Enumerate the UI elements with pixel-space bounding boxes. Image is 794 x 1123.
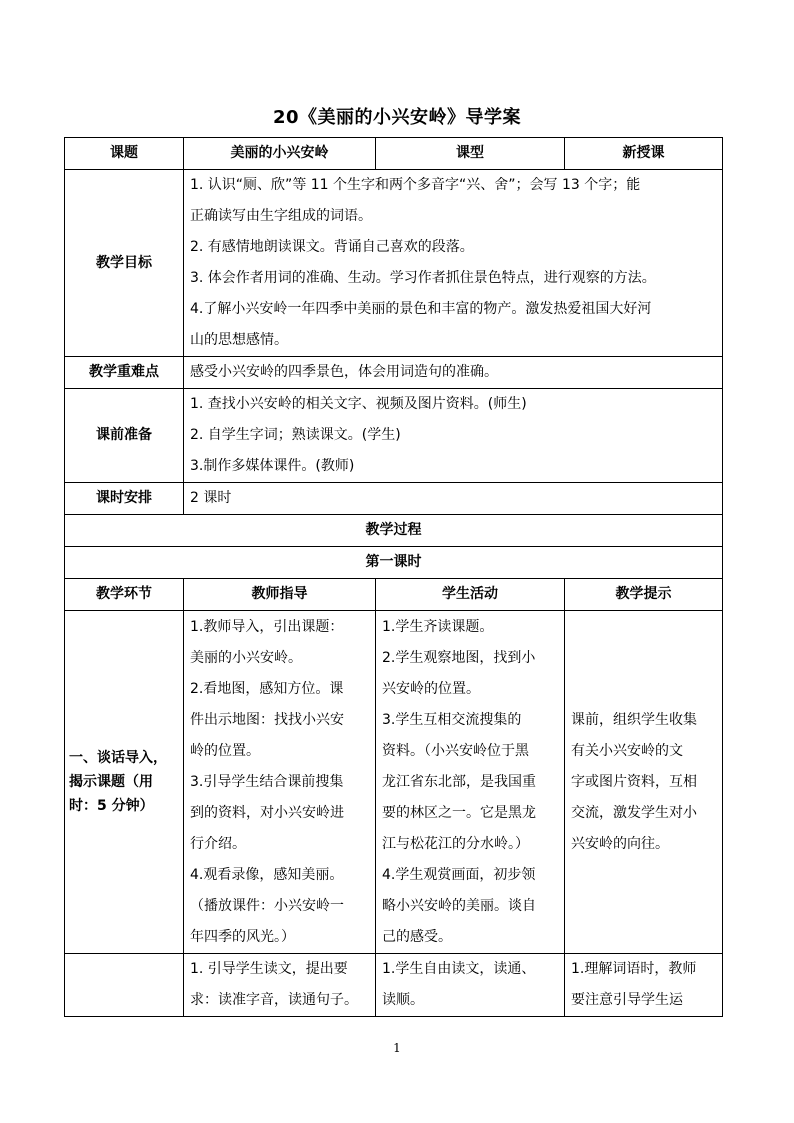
goal-line: 4.了解小兴安岭一年四季中美丽的景色和丰富的物产。激发热爱祖国大好河 — [190, 301, 652, 317]
goals-row — [65, 170, 723, 357]
tips-line: 课前，组织学生收集 — [571, 711, 697, 728]
tips-line: 1.理解词语时，教师 — [571, 961, 697, 977]
teacher-line: 4.观看录像，感知美丽。 — [190, 866, 344, 883]
teacher-line: 求：读准字音，读通句子。 — [190, 992, 358, 1008]
goals-label: 教学目标 — [65, 170, 184, 357]
process-columns-row — [65, 579, 723, 611]
student-line: 龙江省东北部，是我国重 — [382, 773, 536, 790]
goal-line: 3. 体会作者用词的准确、生动。学习作者抓住景色特点，进行观察的方法。 — [190, 270, 656, 286]
goal-line: 正确读写由生字组成的词语。 — [190, 208, 372, 224]
page-number: 1 — [393, 1041, 401, 1055]
schedule-value: 2 课时 — [184, 483, 723, 515]
student-cell — [376, 611, 565, 954]
column-header-tips: 教学提示 — [565, 579, 723, 611]
preparation-content — [184, 389, 723, 483]
tips-cell — [565, 954, 723, 1017]
key-points-value: 感受小兴安岭的四季景色，体会用词造句的准确。 — [184, 357, 723, 389]
student-line: 略小兴安岭的美丽。谈自 — [382, 897, 536, 914]
table-row — [65, 954, 723, 1017]
key-points-row — [65, 357, 723, 389]
student-line: 3.学生互相交流搜集的 — [382, 711, 522, 728]
preparation-label: 课前准备 — [65, 389, 184, 483]
preparation-row — [65, 389, 723, 483]
teacher-line: 1.教师导入，引出课题： — [190, 618, 344, 635]
document-title: 20《美丽的小兴安岭》导学案 — [272, 107, 522, 128]
stage-cell — [65, 611, 184, 954]
teacher-line: （播放课件：小兴安岭一 — [190, 897, 344, 914]
tips-line: 交流，激发学生对小 — [571, 804, 697, 821]
student-line: 2.学生观察地图，找到小 — [382, 649, 536, 666]
student-line: 江与松花江的分水岭。） — [382, 835, 529, 852]
lesson-plan-table — [64, 137, 723, 1017]
lesson-row — [65, 547, 723, 579]
teacher-cell — [184, 611, 376, 954]
column-header-student: 学生活动 — [376, 579, 565, 611]
tips-line: 兴安岭的向往。 — [571, 835, 669, 852]
column-header-stage: 教学环节 — [65, 579, 184, 611]
teacher-line: 美丽的小兴安岭。 — [190, 649, 302, 666]
teacher-line: 件出示地图：找找小兴安 — [190, 711, 344, 728]
tips-line: 字或图片资料，互相 — [571, 773, 697, 790]
teacher-line: 岭的位置。 — [190, 742, 260, 759]
teacher-line: 2.看地图，感知方位。课 — [190, 680, 344, 697]
lesson-heading: 第一课时 — [65, 547, 723, 579]
goal-line: 2. 有感情地朗读课文。背诵自己喜欢的段落。 — [190, 239, 474, 255]
teacher-line: 1. 引导学生读文，提出要 — [190, 961, 348, 977]
column-header-teacher: 教师指导 — [184, 579, 376, 611]
stage-line: 揭示课题（用 — [69, 774, 153, 790]
tips-line: 要注意引导学生运 — [571, 992, 683, 1008]
student-line: 资料。（小兴安岭位于黑 — [382, 742, 529, 759]
schedule-row — [65, 483, 723, 515]
header-row — [65, 138, 723, 170]
schedule-label: 课时安排 — [65, 483, 184, 515]
preparation-line: 1. 查找小兴安岭的相关文字、视频及图片资料。(师生) — [190, 396, 527, 412]
goal-line: 山的思想感情。 — [190, 332, 288, 348]
teacher-line: 3.引导学生结合课前搜集 — [190, 773, 344, 790]
type-label: 课型 — [376, 138, 565, 170]
teacher-line: 行介绍。 — [190, 835, 246, 852]
goal-line: 1. 认识“厕、欣”等 11 个生字和两个多音字“兴、舍”；会写 13 个字；能 — [190, 177, 641, 193]
student-line: 1.学生自由读文，读通、 — [382, 961, 536, 977]
student-line: 1.学生齐读课题。 — [382, 618, 494, 635]
teacher-line: 年四季的风光。） — [190, 928, 295, 945]
student-line: 4.学生观赏画面，初步领 — [382, 866, 536, 883]
topic-value: 美丽的小兴安岭 — [184, 138, 376, 170]
process-heading-row — [65, 515, 723, 547]
student-line: 读顺。 — [382, 992, 424, 1008]
tips-line: 有关小兴安岭的文 — [571, 742, 683, 759]
topic-label: 课题 — [65, 138, 184, 170]
key-points-label: 教学重难点 — [65, 357, 184, 389]
teacher-cell — [184, 954, 376, 1017]
stage-cell — [65, 954, 184, 1017]
preparation-line: 3.制作多媒体课件。(教师) — [190, 458, 355, 474]
goals-content — [184, 170, 723, 357]
student-line: 己的感受。 — [382, 928, 452, 945]
type-value: 新授课 — [565, 138, 723, 170]
table-row — [65, 611, 723, 954]
stage-line: 一、谈话导入， — [69, 750, 167, 766]
stage-line: 时：5 分钟） — [69, 798, 154, 814]
tips-cell — [565, 611, 723, 954]
student-cell — [376, 954, 565, 1017]
student-line: 要的林区之一。它是黑龙 — [382, 804, 536, 821]
student-line: 兴安岭的位置。 — [382, 680, 480, 697]
preparation-line: 2. 自学生字词；熟读课文。(学生) — [190, 427, 401, 443]
teacher-line: 到的资料，对小兴安岭进 — [190, 804, 344, 821]
process-heading: 教学过程 — [65, 515, 723, 547]
